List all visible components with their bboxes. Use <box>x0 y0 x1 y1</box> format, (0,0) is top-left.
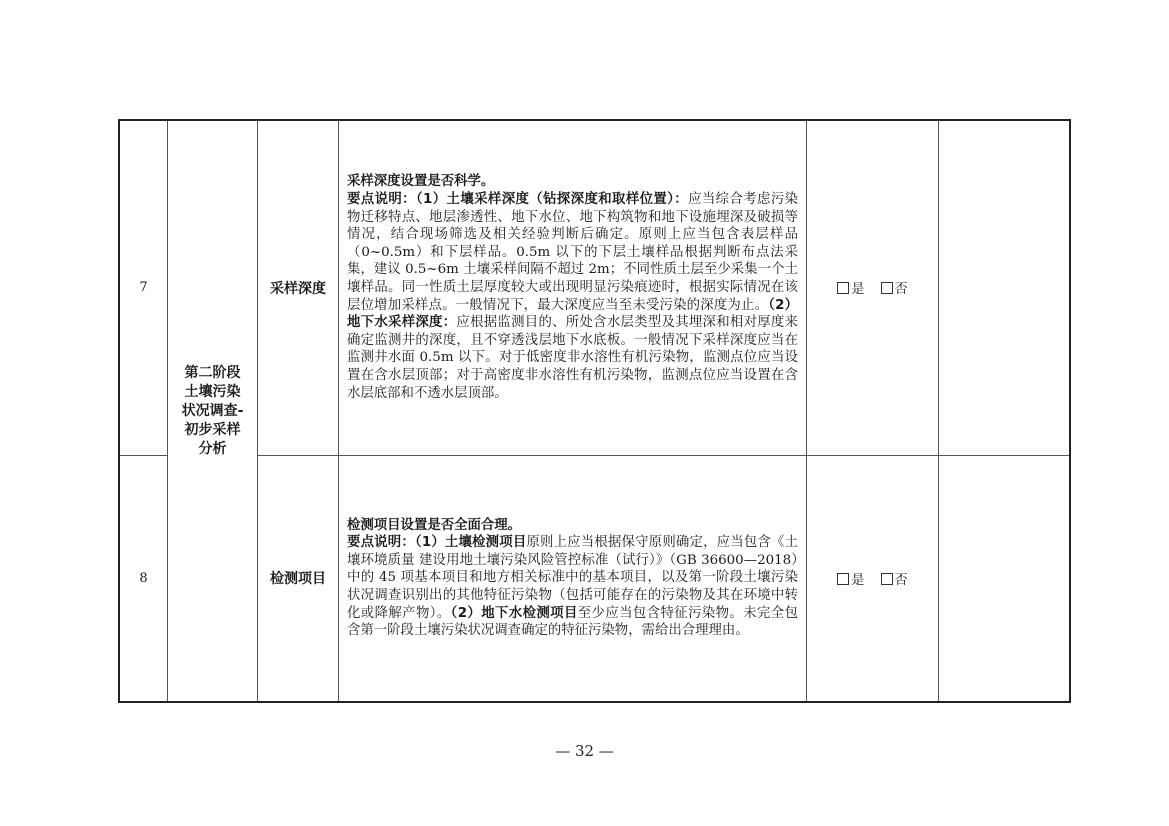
row-number: 7 <box>119 120 168 455</box>
review-key-points <box>347 534 798 640</box>
key-points-heading: 要点说明：（1）土壤检测项目 <box>347 535 527 551</box>
checkbox-label: 是 <box>851 572 865 588</box>
remarks-cell <box>939 120 1071 455</box>
remarks-cell <box>939 455 1071 702</box>
review-question: 采样深度设置是否科学。 <box>347 174 495 190</box>
checkbox-label: 否 <box>894 282 908 298</box>
review-description <box>339 120 807 455</box>
review-item: 采样深度 <box>258 120 339 455</box>
review-table <box>118 119 1071 703</box>
row-number: 8 <box>119 455 168 702</box>
checkbox-icon[interactable] <box>837 573 849 585</box>
checkbox-icon[interactable] <box>881 282 893 294</box>
checkbox-icon[interactable] <box>881 573 893 585</box>
key-points-text: 应根据监测目的、所处含水层类型及其埋深和相对厚度来确定监测井的深度，且不穿透浅层地下水底板。一般情况下采样深度应当在监测井水面 0.5m 以下。对于低密度非水溶性有机污染物，监测点位应当设置在含水层顶部；对于高密度非水溶性有机污染物，监测点位应当设置在含水层底部和不透水层顶部。 <box>347 315 799 401</box>
review-item: 检测项目 <box>258 455 339 702</box>
stage-line: 第二阶段 <box>184 364 241 381</box>
review-question: 检测项目设置是否全面合理。 <box>347 517 522 533</box>
compliance-check <box>807 455 939 702</box>
stage-line: 状况调查- <box>181 402 244 419</box>
stage-line: 土壤污染 <box>184 383 241 400</box>
table-row <box>119 120 1070 455</box>
checkbox-no[interactable] <box>881 282 908 297</box>
checkbox-yes[interactable] <box>837 282 864 297</box>
review-description <box>339 455 807 702</box>
key-points-heading: 要点说明：（1）土壤采样深度（钻探深度和取样位置）： <box>347 191 689 207</box>
page-number: — 32 — <box>555 742 614 760</box>
compliance-check <box>807 120 939 455</box>
key-points-subheading: （2）地下水检测项目 <box>450 605 578 621</box>
stage-line: 分析 <box>198 440 227 457</box>
table-row <box>119 455 1070 702</box>
checkbox-no[interactable] <box>881 573 908 588</box>
checkbox-label: 否 <box>894 572 908 588</box>
checkbox-label: 是 <box>851 282 865 298</box>
review-key-points <box>347 191 798 402</box>
key-points-text: 应当综合考虑污染物迁移特点、地层渗透性、地下水位、地下构筑物和地下设施埋深及破损等情况，结合现场筛选及相关经验判断后确定。原则上应当包含表层样品（0~0.5m）和下层样品。0.5m 以下的下层土壤样品根据判断布点法采集，建议 0.5~6m 土壤采样间隔不超过 2m；不同性质土层至少采集一个土壤样品。同一性质土层厚度较大或出现明显污染痕迹时，根据实际情况在该层位增加采样点。一般情况下，最大深度应当至未受污染的深度为止。 <box>347 191 799 313</box>
key-points-text: 至少应当包含特征污染物。未完全包含第一阶段土壤污染状况调查确定的特征污染物，需给出合理理由。 <box>347 605 798 639</box>
checkbox-yes[interactable] <box>837 573 864 588</box>
stage-label <box>168 120 258 702</box>
key-points-subheading: （2）地下水采样深度： <box>347 297 798 331</box>
stage-line: 初步采样 <box>184 421 241 438</box>
key-points-text: 原则上应当根据保守原则确定，应当包含《土壤环境质量 建设用地土壤污染风险管控标准（试行）》（GB 36600—2018）中的 45 项基本项目和地方相关标准中的基本项目，以及第一阶段土壤污染状况调查识别出的其他特征污染物（包括可能存在的污染物及其在环境中转化或降解产物）。 <box>347 535 798 621</box>
checkbox-icon[interactable] <box>837 282 849 294</box>
